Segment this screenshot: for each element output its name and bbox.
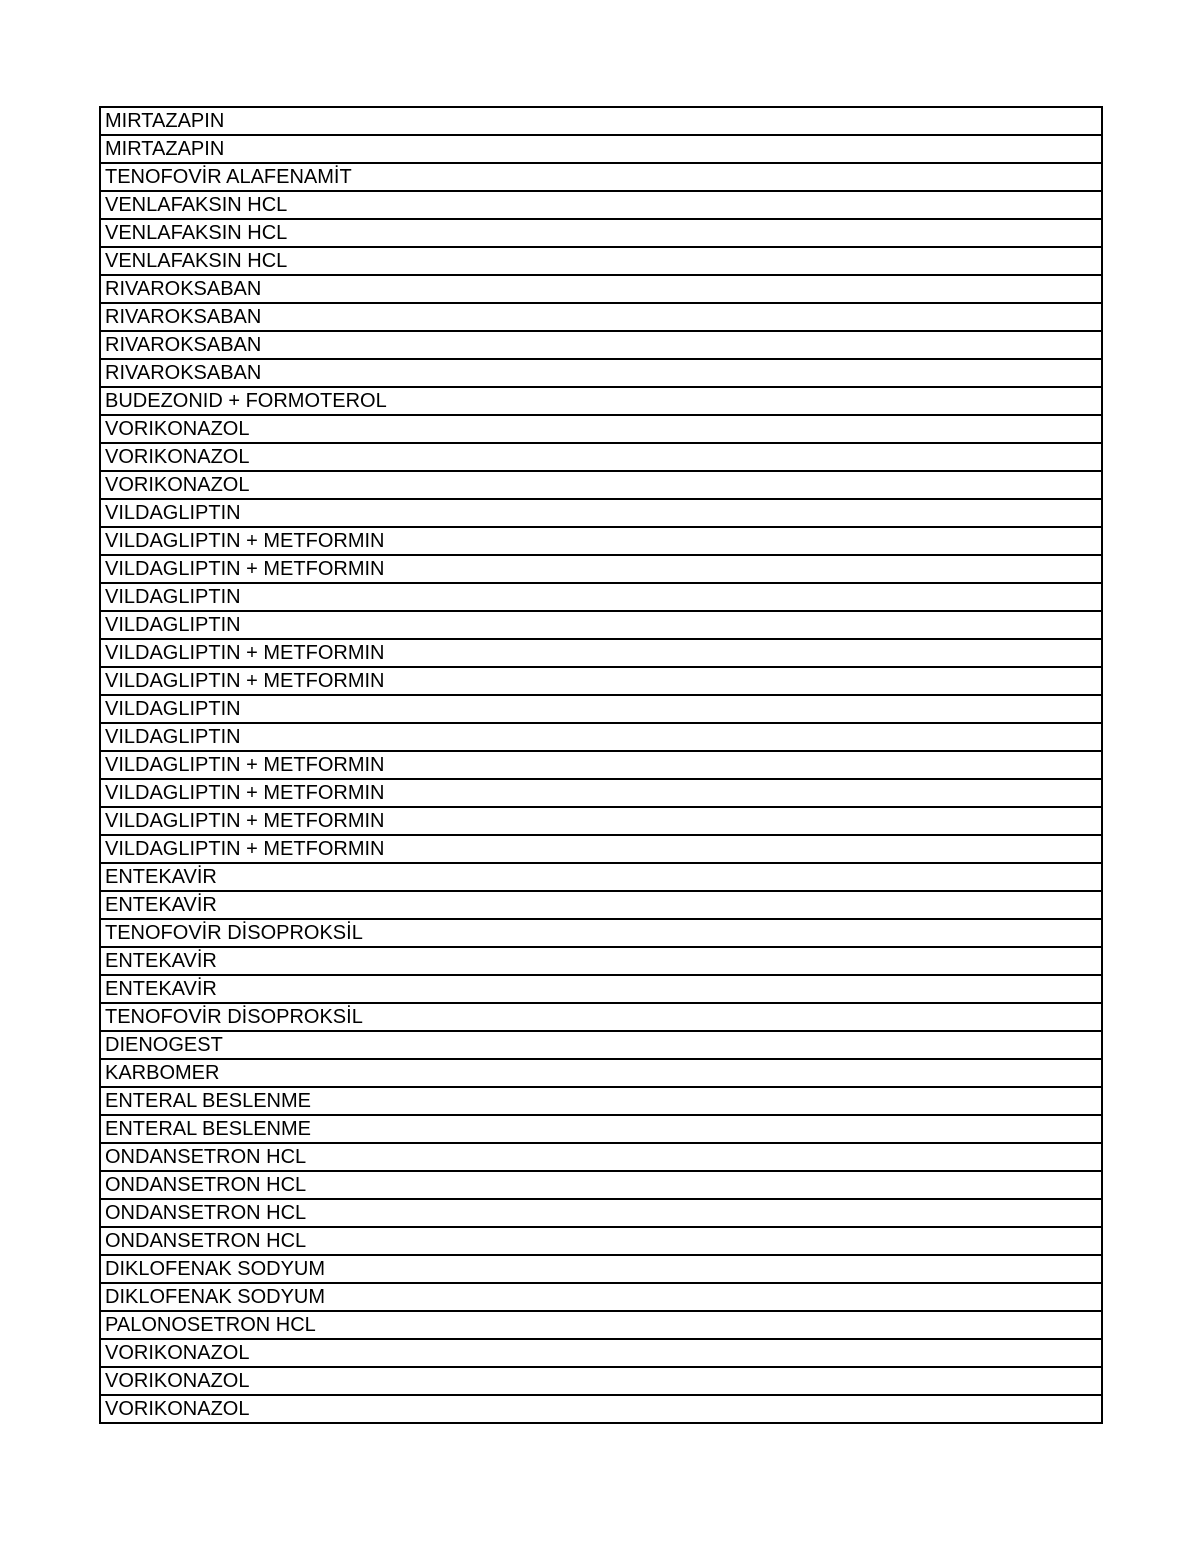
table-row <box>100 275 1102 303</box>
table-row <box>100 779 1102 807</box>
table-row <box>100 751 1102 779</box>
table-row <box>100 219 1102 247</box>
table-row <box>100 247 1102 275</box>
drug-name-cell: MIRTAZAPIN <box>100 135 1102 163</box>
table-row <box>100 387 1102 415</box>
table-row <box>100 1339 1102 1367</box>
table-row <box>100 163 1102 191</box>
table-row <box>100 1003 1102 1031</box>
table-row <box>100 1367 1102 1395</box>
table-row <box>100 863 1102 891</box>
table-row <box>100 499 1102 527</box>
table-row <box>100 359 1102 387</box>
drug-list-table <box>99 106 1103 1424</box>
table-row <box>100 1255 1102 1283</box>
table-row <box>100 891 1102 919</box>
drug-name-cell: VENLAFAKSIN HCL <box>100 247 1102 275</box>
drug-name-cell: VILDAGLIPTIN + METFORMIN <box>100 751 1102 779</box>
table-row <box>100 555 1102 583</box>
table-row <box>100 1283 1102 1311</box>
table-row <box>100 947 1102 975</box>
table-row <box>100 135 1102 163</box>
drug-name-cell: VILDAGLIPTIN + METFORMIN <box>100 555 1102 583</box>
drug-name-cell: TENOFOVİR DİSOPROKSİL <box>100 919 1102 947</box>
drug-name-cell: RIVAROKSABAN <box>100 303 1102 331</box>
table-row <box>100 443 1102 471</box>
table-row <box>100 471 1102 499</box>
table-row <box>100 695 1102 723</box>
table-row <box>100 1143 1102 1171</box>
table-row <box>100 835 1102 863</box>
drug-name-cell: VILDAGLIPTIN + METFORMIN <box>100 807 1102 835</box>
table-row <box>100 303 1102 331</box>
drug-name-cell: VORIKONAZOL <box>105 1398 250 1420</box>
table-row <box>100 191 1102 219</box>
table-row <box>100 611 1102 639</box>
drug-name-cell: VILDAGLIPTIN + METFORMIN <box>100 667 1102 695</box>
drug-name-cell: VORIKONAZOL <box>100 1339 1102 1367</box>
table-row <box>100 1311 1102 1339</box>
table-row <box>100 415 1102 443</box>
drug-name-cell: VILDAGLIPTIN + METFORMIN <box>100 779 1102 807</box>
drug-name-cell: VILDAGLIPTIN <box>100 723 1102 751</box>
drug-name-cell: DIKLOFENAK SODYUM <box>100 1255 1102 1283</box>
table-row <box>100 331 1102 359</box>
drug-name-cell: VILDAGLIPTIN <box>100 499 1102 527</box>
drug-name-cell: VILDAGLIPTIN + METFORMIN <box>100 835 1102 863</box>
drug-name-cell: DIKLOFENAK SODYUM <box>100 1283 1102 1311</box>
drug-name-cell: ONDANSETRON HCL <box>100 1227 1102 1255</box>
table-row <box>100 975 1102 1003</box>
drug-name-cell: ENTEKAVİR <box>100 947 1102 975</box>
drug-name-cell: VORIKONAZOL <box>100 415 1102 443</box>
drug-name-cell: VILDAGLIPTIN + METFORMIN <box>100 527 1102 555</box>
table-row <box>100 1227 1102 1255</box>
drug-name-cell: ENTERAL BESLENME <box>100 1115 1102 1143</box>
drug-name-cell: DIENOGEST <box>100 1031 1102 1059</box>
drug-name-cell: ENTEKAVİR <box>100 975 1102 1003</box>
drug-name-cell: VENLAFAKSIN HCL <box>100 219 1102 247</box>
drug-name-cell: ENTERAL BESLENME <box>100 1087 1102 1115</box>
drug-name-cell: ENTEKAVİR <box>100 891 1102 919</box>
drug-name-cell: VENLAFAKSIN HCL <box>100 191 1102 219</box>
drug-name-cell: ONDANSETRON HCL <box>100 1143 1102 1171</box>
drug-name-cell: VILDAGLIPTIN <box>100 583 1102 611</box>
drug-name-cell: BUDEZONID + FORMOTEROL <box>100 387 1102 415</box>
table-row <box>100 1059 1102 1087</box>
drug-name-cell: RIVAROKSABAN <box>100 359 1102 387</box>
table-row <box>100 919 1102 947</box>
table-row <box>100 1199 1102 1227</box>
drug-name-cell: VILDAGLIPTIN <box>100 695 1102 723</box>
drug-name-cell: VORIKONAZOL <box>100 471 1102 499</box>
drug-name-cell: TENOFOVİR ALAFENAMİT <box>100 163 1102 191</box>
drug-list-body <box>100 107 1102 1423</box>
drug-name-cell: TENOFOVİR DİSOPROKSİL <box>100 1003 1102 1031</box>
table-row <box>100 1031 1102 1059</box>
table-row <box>100 1171 1102 1199</box>
drug-name-cell: RIVAROKSABAN <box>100 275 1102 303</box>
table-row <box>100 667 1102 695</box>
drug-name-cell: ENTEKAVİR <box>100 863 1102 891</box>
table-row <box>100 723 1102 751</box>
table-row <box>100 1395 1102 1423</box>
drug-name-cell: ONDANSETRON HCL <box>100 1171 1102 1199</box>
table-row <box>100 639 1102 667</box>
drug-name-cell: PALONOSETRON HCL <box>100 1311 1102 1339</box>
drug-name-cell: RIVAROKSABAN <box>100 331 1102 359</box>
drug-name-cell: MIRTAZAPIN <box>100 107 1102 135</box>
table-row <box>100 527 1102 555</box>
drug-name-cell: ONDANSETRON HCL <box>100 1199 1102 1227</box>
table-row <box>100 583 1102 611</box>
drug-name-cell: VORIKONAZOL <box>100 443 1102 471</box>
drug-name-cell: VILDAGLIPTIN <box>100 611 1102 639</box>
table-row <box>100 1115 1102 1143</box>
drug-name-cell: KARBOMER <box>100 1059 1102 1087</box>
drug-name-cell: VILDAGLIPTIN + METFORMIN <box>100 639 1102 667</box>
table-row <box>100 807 1102 835</box>
table-row <box>100 107 1102 135</box>
table-row <box>100 1087 1102 1115</box>
drug-name-cell: VORIKONAZOL <box>100 1367 1102 1395</box>
